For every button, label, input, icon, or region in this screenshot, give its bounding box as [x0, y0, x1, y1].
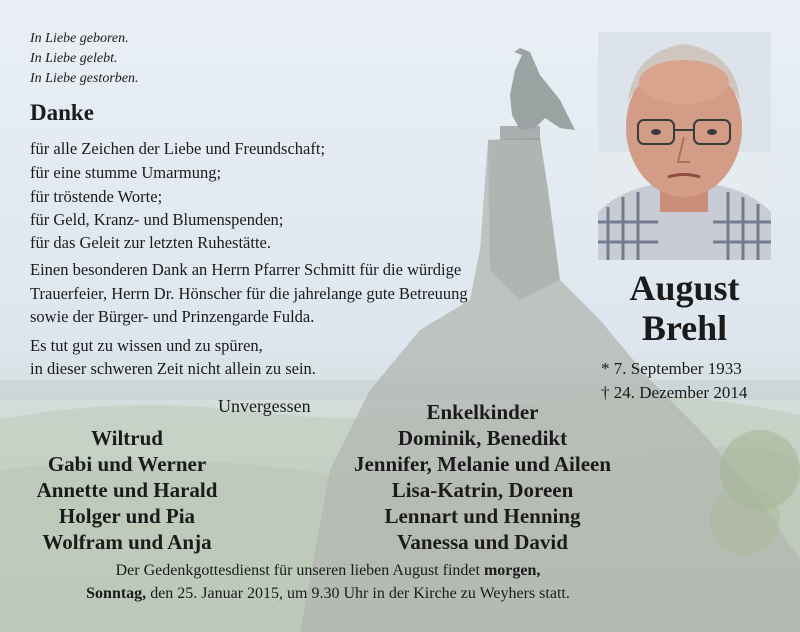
thanks-line: Trauerfeier, Herrn Dr. Hönscher für die jahrelange gute Betreuung [30, 284, 468, 303]
unvergessen-label: Unvergessen [218, 396, 311, 416]
family-member: Annette und Harald [36, 478, 218, 502]
name-first: August [629, 268, 740, 308]
danke-line: für das Geleit zur letzten Ruhestätte. [30, 233, 271, 252]
comfort-line: in dieser schweren Zeit nicht allein zu sein. [30, 359, 316, 378]
birth-date: * 7. September 1933 [601, 359, 742, 378]
danke-line: für Geld, Kranz- und Blumenspenden; [30, 210, 284, 229]
service-line-2 [0, 583, 656, 605]
thanks-line: Einen besonderen Dank an Herrn Pfarrer Schmitt für die würdige [30, 260, 462, 279]
service-text: Der Gedenkgottesdienst für unseren lieben August findet [115, 562, 484, 579]
danke-line: für alle Zeichen der Liebe und Freundschaft; [30, 139, 326, 158]
family-member: Jennifer, Melanie und Aileen [353, 452, 612, 476]
name-last: Brehl [641, 308, 728, 348]
grandchildren-heading: Enkelkinder [426, 400, 539, 424]
family-member: Wiltrud [91, 426, 163, 450]
service-emphasis: morgen, [483, 562, 541, 579]
family-member: Dominik, Benedikt [397, 426, 568, 450]
family-member: Wolfram und Anja [42, 530, 212, 554]
service-emphasis: Sonntag, [86, 585, 147, 602]
thanks-line: sowie der Bürger- und Prinzengarde Fulda. [30, 307, 315, 326]
family-member: Vanessa und David [397, 530, 568, 554]
danke-heading: Danke [30, 100, 94, 125]
portrait-photo [598, 32, 771, 260]
danke-line: für eine stumme Umarmung; [30, 163, 222, 182]
danke-line: für tröstende Worte; [30, 187, 163, 206]
family-member: Lisa-Katrin, Doreen [391, 478, 574, 502]
motto-line: In Liebe gelebt. [30, 51, 118, 66]
motto-line: In Liebe gestorben. [30, 71, 139, 86]
family-member: Holger und Pia [58, 504, 196, 528]
motto-line: In Liebe geboren. [30, 31, 129, 46]
service-text: den 25. Januar 2015, um 9.30 Uhr in der Kirche zu Weyhers statt. [146, 585, 570, 602]
family-member: Gabi und Werner [47, 452, 207, 476]
death-date: † 24. Dezember 2014 [601, 383, 748, 402]
family-member: Lennart und Henning [384, 504, 581, 528]
comfort-line: Es tut gut zu wissen und zu spüren, [30, 336, 263, 355]
service-line-1 [0, 560, 656, 582]
